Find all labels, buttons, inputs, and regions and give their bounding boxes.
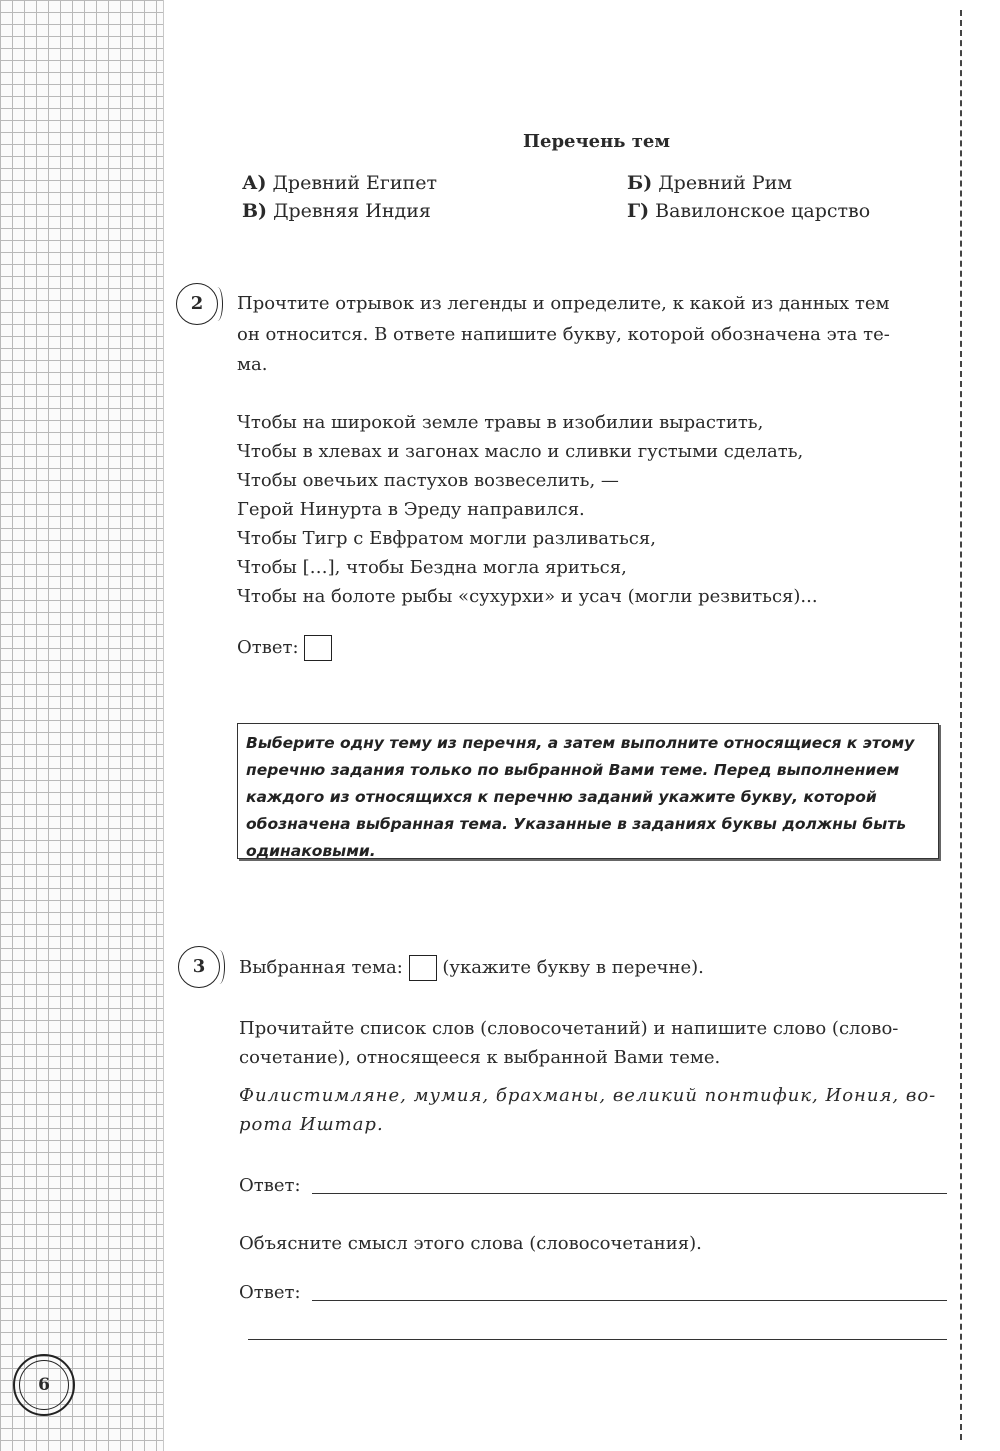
q2-instruction-line: он относится. В ответе напишите букву, которой обозначена эта те- (237, 324, 890, 345)
topic-letter: В) (242, 200, 268, 222)
q2-instruction-line: ма. (237, 354, 268, 375)
poem-line: Чтобы Тигр с Евфратом могли разливаться, (237, 528, 656, 549)
poem-line: Чтобы в хлевах и загонах масло и сливки густыми сделать, (237, 441, 804, 462)
q3-explain: Объясните смысл этого слова (словосочетания). (239, 1233, 702, 1254)
notice-line: одинаковыми. (246, 842, 376, 860)
page-number-badge (13, 1354, 75, 1416)
topics-title: Перечень тем (523, 131, 671, 152)
topic-name: Древний Египет (272, 172, 437, 194)
notice-line: Выберите одну тему из перечня, а затем выполните относящиеся к этому (246, 734, 915, 752)
margin-grid (0, 0, 164, 1451)
q3-instruction-line: сочетание), относящееся к выбранной Вами теме. (239, 1047, 721, 1068)
poem-line: Герой Нинурта в Эреду направился. (237, 499, 585, 520)
topic-g (627, 200, 870, 222)
chosen-topic-box[interactable] (409, 955, 437, 981)
question-number-2: 2 (176, 283, 218, 325)
instructions-notice (237, 723, 939, 859)
answer-line[interactable] (248, 1339, 947, 1340)
answer-line[interactable] (312, 1193, 947, 1194)
topic-v (242, 200, 431, 222)
topic-name: Древняя Индия (273, 200, 431, 222)
cut-line (960, 10, 962, 1440)
words-list-line: Филистимляне, мумия, брахманы, великий понтифик, Иония, во- (239, 1085, 937, 1106)
notice-line: обозначена выбранная тема. Указанные в заданиях буквы должны быть (246, 815, 907, 833)
notice-line: перечню задания только по выбранной Вами теме. Перед выполнением (246, 761, 900, 779)
topic-letter: Б) (627, 172, 653, 194)
words-list-line: рота Иштар. (239, 1114, 384, 1135)
q3-answer-label: Ответ: (239, 1175, 301, 1196)
poem-line: Чтобы на болоте рыбы «сухурхи» и усач (могли резвиться)... (237, 586, 818, 607)
poem-line: Чтобы овечьих пастухов возвеселить, — (237, 470, 619, 491)
q3-instruction-line: Прочитайте список слов (словосочетаний) и напишите слово (слово- (239, 1018, 899, 1039)
topic-letter: А) (242, 172, 267, 194)
answer-line[interactable] (312, 1300, 947, 1301)
chosen-topic-hint: (укажите букву в перечне). (442, 957, 704, 978)
answer-label: Ответ: (237, 637, 299, 658)
topic-a (242, 172, 437, 194)
topic-letter: Г) (627, 200, 650, 222)
poem-line: Чтобы на широкой земле травы в изобилии вырастить, (237, 412, 764, 433)
notice-line: каждого из относящихся к перечню заданий укажите букву, которой (246, 788, 877, 806)
chosen-topic-label: Выбранная тема: (239, 957, 403, 978)
page-number: 6 (19, 1360, 69, 1410)
question-number-3: 3 (178, 946, 220, 988)
q3-answer2-label: Ответ: (239, 1282, 301, 1303)
poem-line: Чтобы […], чтобы Бездна могла яриться, (237, 557, 627, 578)
topic-b (627, 172, 792, 194)
topic-name: Древний Рим (658, 172, 793, 194)
q2-answer (237, 633, 332, 662)
q2-instruction-line: Прочтите отрывок из легенды и определите, к какой из данных тем (237, 293, 890, 314)
topic-name: Вавилонское царство (655, 200, 871, 222)
chosen-topic-row (239, 953, 704, 982)
answer-box[interactable] (304, 635, 332, 661)
